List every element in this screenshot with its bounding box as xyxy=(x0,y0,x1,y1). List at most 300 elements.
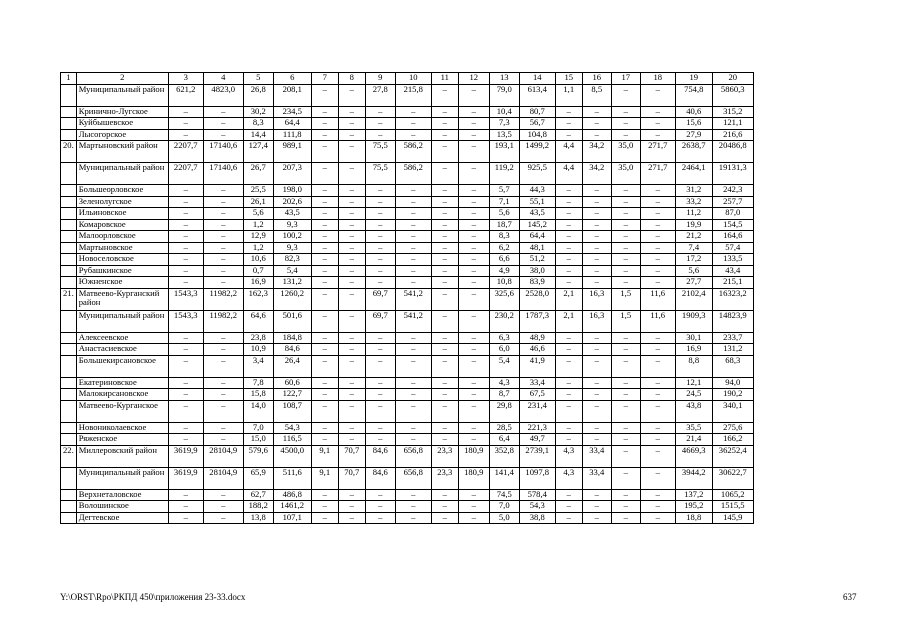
table-cell: – xyxy=(431,118,458,130)
table-cell: – xyxy=(395,254,431,266)
row-index xyxy=(61,208,77,220)
table-cell: – xyxy=(395,231,431,243)
table-cell: 35,5 xyxy=(675,422,712,434)
table-cell: 19131,3 xyxy=(712,163,753,185)
column-number: 16 xyxy=(582,73,611,85)
table-cell: 48,1 xyxy=(519,242,555,254)
table-cell: 2,1 xyxy=(555,310,582,332)
table-cell: 34,2 xyxy=(582,163,611,185)
row-name: Алексеевское xyxy=(76,332,168,344)
table-cell: 24,5 xyxy=(675,389,712,401)
table-cell: 13,8 xyxy=(243,512,273,524)
table-cell: – xyxy=(640,277,675,289)
table-cell: 2638,7 xyxy=(675,141,712,163)
table-cell: 2102,4 xyxy=(675,288,712,310)
table-row xyxy=(61,106,754,118)
table-cell: – xyxy=(640,231,675,243)
table-cell: – xyxy=(365,344,395,356)
table-cell: – xyxy=(311,512,338,524)
table-cell: 108,7 xyxy=(273,400,311,422)
table-cell: – xyxy=(640,377,675,389)
table-cell: – xyxy=(458,288,489,310)
table-cell: – xyxy=(203,254,243,266)
table-cell: 586,2 xyxy=(395,163,431,185)
table-cell: – xyxy=(203,489,243,501)
table-cell: – xyxy=(458,332,489,344)
table-row xyxy=(61,118,754,130)
row-index xyxy=(61,242,77,254)
row-index xyxy=(61,129,77,141)
table-cell: – xyxy=(338,400,365,422)
table-row xyxy=(61,231,754,243)
table-cell: – xyxy=(168,400,203,422)
table-cell: – xyxy=(395,242,431,254)
table-cell: – xyxy=(311,254,338,266)
table-cell: 656,8 xyxy=(395,467,431,489)
table-cell: – xyxy=(640,219,675,231)
column-number: 2 xyxy=(76,73,168,85)
table-cell: – xyxy=(640,344,675,356)
table-cell: – xyxy=(395,501,431,513)
row-index: 20. xyxy=(61,141,77,163)
table-cell: 1543,3 xyxy=(168,310,203,332)
row-index xyxy=(61,344,77,356)
table-cell: 2464,1 xyxy=(675,163,712,185)
table-cell: – xyxy=(555,208,582,220)
table-cell: – xyxy=(168,208,203,220)
table-cell: – xyxy=(365,400,395,422)
row-index xyxy=(61,84,77,106)
table-cell: 754,8 xyxy=(675,84,712,106)
table-cell: – xyxy=(203,118,243,130)
table-cell: – xyxy=(431,344,458,356)
table-cell: – xyxy=(582,489,611,501)
table-cell: – xyxy=(365,512,395,524)
table-cell: 145,2 xyxy=(519,219,555,231)
table-cell: – xyxy=(582,208,611,220)
table-cell: – xyxy=(311,265,338,277)
row-name: Матвеево-Курганское xyxy=(76,400,168,422)
table-cell: – xyxy=(395,196,431,208)
table-cell: – xyxy=(431,389,458,401)
table-cell: 80,7 xyxy=(519,106,555,118)
table-cell: – xyxy=(582,389,611,401)
row-index xyxy=(61,254,77,266)
table-cell: – xyxy=(431,310,458,332)
table-cell: 3944,2 xyxy=(675,467,712,489)
table-cell: – xyxy=(431,129,458,141)
table-cell: – xyxy=(395,208,431,220)
table-cell: – xyxy=(395,434,431,446)
table-cell: – xyxy=(338,118,365,130)
table-cell: – xyxy=(395,129,431,141)
table-cell: 188,2 xyxy=(243,501,273,513)
table-cell: 57,4 xyxy=(712,242,753,254)
table-cell: 2528,0 xyxy=(519,288,555,310)
table-cell: – xyxy=(395,489,431,501)
table-cell: 242,3 xyxy=(712,185,753,197)
table-cell: 131,2 xyxy=(712,344,753,356)
table-cell: 989,1 xyxy=(273,141,311,163)
table-cell: – xyxy=(611,332,640,344)
table-cell: – xyxy=(555,118,582,130)
table-row xyxy=(61,254,754,266)
table-cell: – xyxy=(582,196,611,208)
table-cell: – xyxy=(311,310,338,332)
table-cell: – xyxy=(555,185,582,197)
table-cell: – xyxy=(555,129,582,141)
row-name: Мартыновский район xyxy=(76,141,168,163)
table-cell: – xyxy=(395,185,431,197)
table-row xyxy=(61,277,754,289)
row-name: Анастасиевское xyxy=(76,344,168,356)
table-cell: – xyxy=(203,231,243,243)
table-cell: – xyxy=(611,501,640,513)
table-row xyxy=(61,377,754,389)
table-cell: – xyxy=(640,445,675,467)
table-cell: 10,8 xyxy=(489,277,519,289)
table-cell: 5,7 xyxy=(489,185,519,197)
table-cell: – xyxy=(203,355,243,377)
table-cell: – xyxy=(203,106,243,118)
row-index xyxy=(61,332,77,344)
table-cell: – xyxy=(168,434,203,446)
table-cell: – xyxy=(555,277,582,289)
table-cell: – xyxy=(203,377,243,389)
table-cell: 82,3 xyxy=(273,254,311,266)
table-cell: – xyxy=(458,118,489,130)
table-cell: 36252,4 xyxy=(712,445,753,467)
table-cell: 54,3 xyxy=(273,422,311,434)
row-name: Верхнеталовское xyxy=(76,489,168,501)
table-cell: – xyxy=(168,129,203,141)
table-cell: – xyxy=(431,196,458,208)
table-cell: – xyxy=(458,106,489,118)
table-cell: – xyxy=(582,332,611,344)
table-cell: 21,2 xyxy=(675,231,712,243)
table-cell: 111,8 xyxy=(273,129,311,141)
table-cell: 1,2 xyxy=(243,219,273,231)
table-cell: 100,2 xyxy=(273,231,311,243)
column-number: 15 xyxy=(555,73,582,85)
column-number: 1 xyxy=(61,73,77,85)
column-number: 17 xyxy=(611,73,640,85)
table-cell: – xyxy=(395,265,431,277)
table-cell: 48,9 xyxy=(519,332,555,344)
table-cell: – xyxy=(203,389,243,401)
table-cell: – xyxy=(365,129,395,141)
row-name: Комаровское xyxy=(76,219,168,231)
table-cell: – xyxy=(311,196,338,208)
table-cell: – xyxy=(203,501,243,513)
row-index xyxy=(61,106,77,118)
table-cell: 64,4 xyxy=(519,231,555,243)
table-cell: – xyxy=(311,355,338,377)
table-cell: 30,1 xyxy=(675,332,712,344)
table-cell: 2207,7 xyxy=(168,141,203,163)
table-cell: – xyxy=(338,106,365,118)
table-cell: – xyxy=(611,277,640,289)
table-cell: – xyxy=(365,389,395,401)
table-cell: – xyxy=(582,377,611,389)
table-cell: 84,6 xyxy=(273,344,311,356)
table-cell: 46,6 xyxy=(519,344,555,356)
table-cell: – xyxy=(365,265,395,277)
table-cell: 190,2 xyxy=(712,389,753,401)
table-cell: – xyxy=(203,400,243,422)
table-row xyxy=(61,434,754,446)
table-cell: 486,8 xyxy=(273,489,311,501)
table-cell: – xyxy=(311,118,338,130)
table-cell: – xyxy=(203,185,243,197)
table-cell: – xyxy=(168,377,203,389)
table-cell: 145,9 xyxy=(712,512,753,524)
row-index xyxy=(61,163,77,185)
table-cell: – xyxy=(611,467,640,489)
table-cell: 195,2 xyxy=(675,501,712,513)
table-cell: 16,9 xyxy=(675,344,712,356)
table-cell: 10,4 xyxy=(489,106,519,118)
page-number: 637 xyxy=(843,592,857,602)
table-cell: – xyxy=(640,242,675,254)
table-cell: – xyxy=(458,242,489,254)
table-cell: 131,2 xyxy=(273,277,311,289)
table-cell: – xyxy=(338,196,365,208)
table-cell: – xyxy=(611,254,640,266)
table-cell: 154,5 xyxy=(712,219,753,231)
table-cell: – xyxy=(338,332,365,344)
table-cell: – xyxy=(203,208,243,220)
table-cell: – xyxy=(168,355,203,377)
table-cell: 137,2 xyxy=(675,489,712,501)
table-cell: 271,7 xyxy=(640,163,675,185)
table-cell: – xyxy=(458,277,489,289)
table-cell: 40,6 xyxy=(675,106,712,118)
table-cell: – xyxy=(611,231,640,243)
table-row xyxy=(61,332,754,344)
table-cell: – xyxy=(431,434,458,446)
table-cell: – xyxy=(311,489,338,501)
table-cell: 621,2 xyxy=(168,84,203,106)
table-cell: – xyxy=(203,434,243,446)
table-cell: – xyxy=(338,185,365,197)
table-row xyxy=(61,310,754,332)
table-cell: – xyxy=(555,332,582,344)
table-cell: 16323,2 xyxy=(712,288,753,310)
column-number: 5 xyxy=(243,73,273,85)
column-number: 11 xyxy=(431,73,458,85)
table-cell: – xyxy=(555,344,582,356)
row-name: Мартыновское xyxy=(76,242,168,254)
table-cell: 68,3 xyxy=(712,355,753,377)
table-cell: 16,9 xyxy=(243,277,273,289)
table-cell: 18,8 xyxy=(675,512,712,524)
column-number: 19 xyxy=(675,73,712,85)
table-cell: – xyxy=(582,501,611,513)
table-cell: 83,9 xyxy=(519,277,555,289)
table-cell: – xyxy=(311,332,338,344)
table-cell: – xyxy=(311,389,338,401)
column-number: 6 xyxy=(273,73,311,85)
column-number: 14 xyxy=(519,73,555,85)
table-cell: 94,0 xyxy=(712,377,753,389)
table-cell: 4500,0 xyxy=(273,445,311,467)
table-cell: 7,0 xyxy=(243,422,273,434)
table-cell: – xyxy=(458,196,489,208)
table-cell: – xyxy=(555,196,582,208)
row-index xyxy=(61,489,77,501)
table-cell: – xyxy=(203,265,243,277)
table-cell: – xyxy=(555,355,582,377)
table-cell: – xyxy=(555,434,582,446)
row-name: Малоорловское xyxy=(76,231,168,243)
table-cell: 12,9 xyxy=(243,231,273,243)
table-cell: 1097,8 xyxy=(519,467,555,489)
table-cell: 28104,9 xyxy=(203,445,243,467)
table-cell: 541,2 xyxy=(395,288,431,310)
table-cell: 5,6 xyxy=(489,208,519,220)
table-row xyxy=(61,219,754,231)
table-cell: 234,5 xyxy=(273,106,311,118)
table-cell: 75,5 xyxy=(365,163,395,185)
table-cell: – xyxy=(458,434,489,446)
table-cell: – xyxy=(458,389,489,401)
table-cell: – xyxy=(365,231,395,243)
table-cell: 656,8 xyxy=(395,445,431,467)
table-cell: – xyxy=(582,512,611,524)
table-cell: – xyxy=(458,219,489,231)
table-cell: – xyxy=(611,434,640,446)
column-number: 18 xyxy=(640,73,675,85)
table-cell: – xyxy=(168,344,203,356)
table-cell: – xyxy=(611,512,640,524)
table-cell: – xyxy=(365,501,395,513)
table-cell: 4,3 xyxy=(555,467,582,489)
table-cell: 1787,3 xyxy=(519,310,555,332)
table-cell: 35,0 xyxy=(611,163,640,185)
table-cell: 230,2 xyxy=(489,310,519,332)
table-cell: – xyxy=(338,84,365,106)
table-cell: 4669,3 xyxy=(675,445,712,467)
table-cell: 6,4 xyxy=(489,434,519,446)
table-cell: – xyxy=(458,254,489,266)
table-cell: 62,7 xyxy=(243,489,273,501)
table-cell: – xyxy=(611,106,640,118)
table-cell: – xyxy=(431,185,458,197)
table-cell: – xyxy=(611,185,640,197)
table-cell: 55,1 xyxy=(519,196,555,208)
table-cell: – xyxy=(431,400,458,422)
table-cell: 215,8 xyxy=(395,84,431,106)
table-cell: – xyxy=(458,501,489,513)
table-cell: – xyxy=(611,219,640,231)
table-cell: – xyxy=(311,400,338,422)
table-cell: 1909,3 xyxy=(675,310,712,332)
table-cell: 5860,3 xyxy=(712,84,753,106)
table-row xyxy=(61,288,754,310)
table-cell: 340,1 xyxy=(712,400,753,422)
table-cell: – xyxy=(458,84,489,106)
table-cell: – xyxy=(203,196,243,208)
table-cell: 60,6 xyxy=(273,377,311,389)
table-cell: – xyxy=(582,277,611,289)
table-row xyxy=(61,512,754,524)
table-cell: – xyxy=(555,512,582,524)
table-cell: 1260,2 xyxy=(273,288,311,310)
data-table xyxy=(60,72,754,524)
table-cell: – xyxy=(640,118,675,130)
table-cell: 16,3 xyxy=(582,288,611,310)
table-cell: – xyxy=(582,265,611,277)
row-index xyxy=(61,389,77,401)
table-cell: 23,3 xyxy=(431,467,458,489)
row-name: Ильиновское xyxy=(76,208,168,220)
table-cell: – xyxy=(338,489,365,501)
table-cell: – xyxy=(395,512,431,524)
table-cell: 579,6 xyxy=(243,445,273,467)
table-row xyxy=(61,265,754,277)
table-cell: 257,7 xyxy=(712,196,753,208)
table-cell: 44,3 xyxy=(519,185,555,197)
table-cell: 541,2 xyxy=(395,310,431,332)
table-cell: 121,1 xyxy=(712,118,753,130)
column-number: 8 xyxy=(338,73,365,85)
table-cell: – xyxy=(203,332,243,344)
table-cell: – xyxy=(640,129,675,141)
table-cell: – xyxy=(431,219,458,231)
table-cell: 75,5 xyxy=(365,141,395,163)
table-cell: 511,6 xyxy=(273,467,311,489)
table-cell: 221,3 xyxy=(519,422,555,434)
table-cell: 64,6 xyxy=(243,310,273,332)
table-cell: – xyxy=(311,219,338,231)
table-cell: – xyxy=(458,377,489,389)
table-cell: 9,3 xyxy=(273,242,311,254)
table-cell: 104,8 xyxy=(519,129,555,141)
table-cell: 56,7 xyxy=(519,118,555,130)
column-number: 3 xyxy=(168,73,203,85)
table-cell: 231,4 xyxy=(519,400,555,422)
table-cell: 31,2 xyxy=(675,185,712,197)
table-cell: 26,4 xyxy=(273,355,311,377)
table-cell: – xyxy=(311,185,338,197)
table-cell: – xyxy=(365,242,395,254)
table-cell: 501,6 xyxy=(273,310,311,332)
table-cell: – xyxy=(555,231,582,243)
table-cell: 193,1 xyxy=(489,141,519,163)
table-cell: – xyxy=(431,254,458,266)
table-cell: – xyxy=(431,332,458,344)
table-cell: – xyxy=(582,231,611,243)
table-cell: – xyxy=(365,254,395,266)
table-cell: – xyxy=(338,422,365,434)
table-cell: – xyxy=(431,84,458,106)
table-cell: – xyxy=(338,231,365,243)
row-index xyxy=(61,434,77,446)
table-row xyxy=(61,400,754,422)
table-cell: 9,3 xyxy=(273,219,311,231)
table-cell: 1461,2 xyxy=(273,501,311,513)
table-cell: – xyxy=(338,310,365,332)
table-cell: – xyxy=(582,400,611,422)
table-cell: – xyxy=(431,231,458,243)
table-cell: – xyxy=(611,377,640,389)
table-cell: – xyxy=(431,141,458,163)
table-cell: – xyxy=(311,344,338,356)
table-cell: – xyxy=(203,512,243,524)
table-cell: – xyxy=(458,208,489,220)
table-cell: – xyxy=(640,196,675,208)
